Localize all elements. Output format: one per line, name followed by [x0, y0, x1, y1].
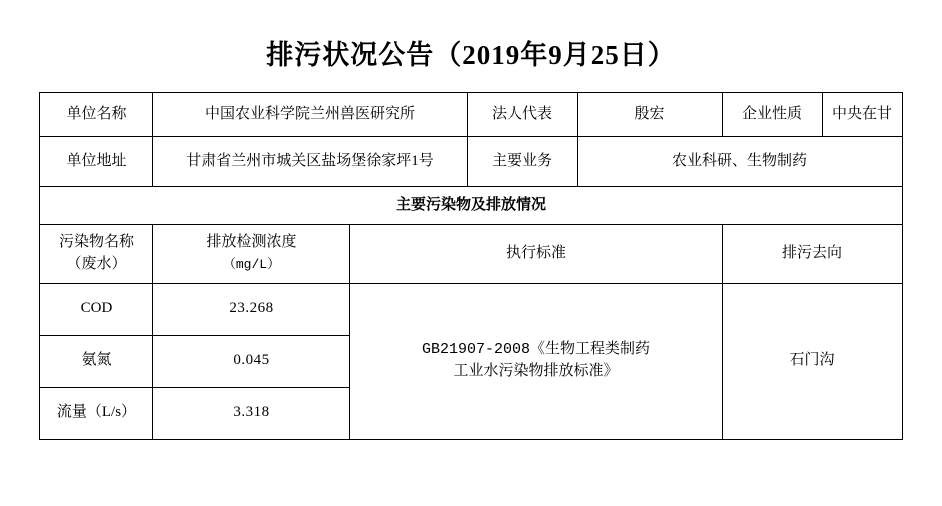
header-pollutant-name-main: 污染物名称: [58, 234, 134, 250]
legal-rep-value: 殷宏: [577, 93, 722, 137]
unit-name-label: 单位名称: [40, 93, 153, 137]
main-business-label: 主要业务: [467, 137, 577, 187]
unit-address-value: 甘肃省兰州市城关区盐场堡徐家坪1号: [153, 137, 467, 187]
pollutant-value-1: 0.045: [153, 335, 350, 387]
header-standard: 执行标准: [350, 225, 722, 284]
table-row-unit-address: [40, 137, 902, 187]
standard-cell: [350, 283, 722, 439]
header-concentration-unit: （mg/L）: [222, 256, 281, 272]
discharge-destination-value: 石门沟: [722, 283, 902, 439]
pollutant-name-0: COD: [40, 283, 153, 335]
standard-line-1: GB21907-2008《生物工程类制药: [421, 341, 650, 359]
header-concentration-main: 排放检测浓度: [206, 234, 297, 250]
pollutant-section-title: 主要污染物及排放情况: [40, 187, 902, 225]
page-title: 排污状况公告（2019年9月25日）: [266, 40, 676, 70]
header-pollutant-name-sub: （废水）: [66, 255, 127, 272]
header-concentration: [153, 225, 350, 284]
enterprise-nature-label: 企业性质: [722, 93, 822, 137]
table-row-unit-name: [40, 93, 902, 137]
enterprise-nature-value: 中央在甘: [822, 93, 902, 137]
table-row-column-headers: [40, 225, 902, 284]
header-discharge-destination: 排污去向: [722, 225, 902, 284]
unit-address-label: 单位地址: [40, 137, 153, 187]
pollutant-value-2: 3.318: [153, 387, 350, 439]
standard-line-2: 工业水污染物排放标准》: [453, 363, 619, 379]
pollutant-name-1: 氨氮: [40, 335, 153, 387]
pollutant-value-0: 23.268: [153, 283, 350, 335]
announcement-table: [39, 92, 902, 440]
table-row: [40, 283, 902, 335]
pollutant-name-2: 流量（L/s）: [40, 387, 153, 439]
header-pollutant-name: [40, 225, 153, 284]
table-row-section-title: [40, 187, 902, 225]
unit-name-value: 中国农业科学院兰州兽医研究所: [153, 93, 467, 137]
main-business-value: 农业科研、生物制药: [577, 137, 902, 187]
legal-rep-label: 法人代表: [467, 93, 577, 137]
